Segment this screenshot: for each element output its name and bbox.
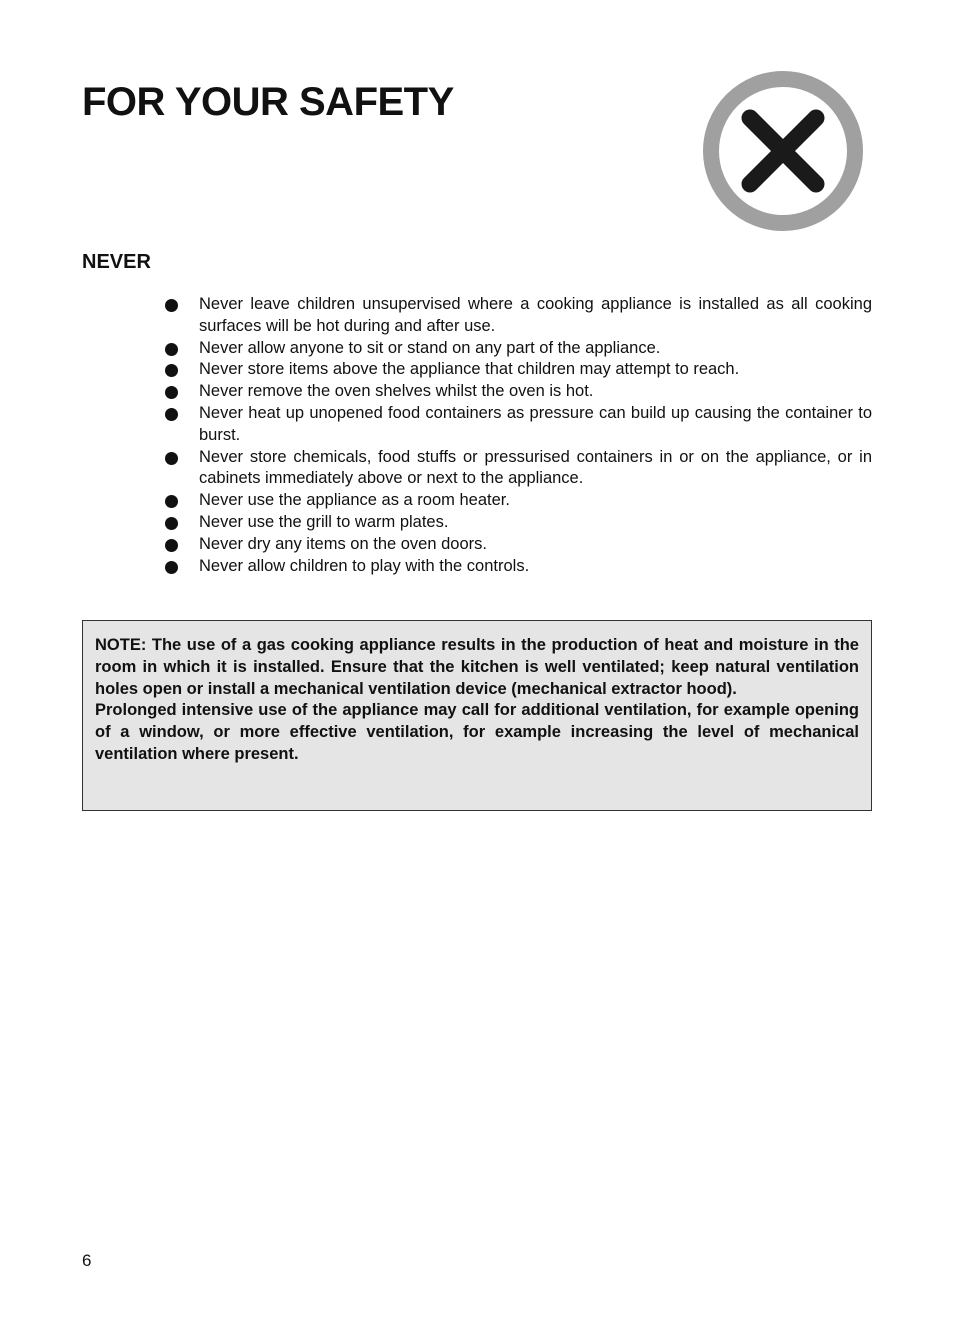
list-item bbox=[165, 359, 872, 381]
list-item bbox=[165, 294, 872, 338]
bullet-icon bbox=[165, 561, 178, 574]
bullet-icon bbox=[165, 343, 178, 356]
list-item-text: Never use the appliance as a room heater. bbox=[199, 491, 510, 510]
bullet-icon bbox=[165, 517, 178, 530]
list-item bbox=[165, 403, 872, 447]
list-item-text: Never allow children to play with the controls. bbox=[199, 556, 530, 575]
list-item-text: Never leave children unsupervised where a cooking appliance is installed as all cooking surfaces will be hot during and after use. bbox=[199, 295, 872, 335]
list-item-text: Never use the grill to warm plates. bbox=[199, 512, 449, 531]
page-number: 6 bbox=[82, 1251, 92, 1270]
list-item-text: Never heat up unopened food containers as pressure can build up causing the container to burst. bbox=[199, 403, 872, 444]
bullet-icon bbox=[165, 299, 178, 312]
bullet-icon bbox=[165, 364, 178, 377]
section-heading-never: NEVER bbox=[82, 251, 151, 273]
list-item-text: Never store chemicals, food stuffs or pressurised containers in or on the appliance, or in cabinets immediately above or next to the appliance. bbox=[199, 447, 872, 488]
list-item-text: Never remove the oven shelves whilst the oven is hot. bbox=[199, 382, 594, 401]
list-item bbox=[165, 534, 872, 556]
list-item-text: Never dry any items on the oven doors. bbox=[199, 534, 487, 553]
list-item-text: Never store items above the appliance that children may attempt to reach. bbox=[199, 360, 740, 379]
bullet-icon bbox=[165, 539, 178, 552]
list-item bbox=[165, 490, 872, 512]
ventilation-note-box bbox=[82, 620, 872, 811]
page-title: FOR YOUR SAFETY bbox=[82, 80, 454, 124]
list-item bbox=[165, 338, 872, 360]
note-paragraph: NOTE: The use of a gas cooking appliance results in the production of heat and moisture in the room in which it is installed. Ensure that the kitchen is well ventilated; keep natural ventilation holes open or install a mechanical ventilation device (mechanical extractor hood). bbox=[95, 636, 859, 698]
list-item bbox=[165, 381, 872, 403]
list-item-text: Never allow anyone to sit or stand on any part of the appliance. bbox=[199, 338, 661, 357]
never-list bbox=[165, 294, 872, 577]
list-item bbox=[165, 512, 872, 534]
list-item bbox=[165, 447, 872, 491]
bullet-icon bbox=[165, 495, 178, 508]
bullet-icon bbox=[165, 452, 178, 465]
prohibition-cross-icon bbox=[700, 68, 866, 234]
note-paragraph: Prolonged intensive use of the appliance may call for additional ventilation, for example opening of a window, or more effective ventilation, for example increasing the level of mechanical ventilation where present. bbox=[95, 701, 859, 763]
bullet-icon bbox=[165, 408, 178, 421]
list-item bbox=[165, 556, 872, 578]
bullet-icon bbox=[165, 386, 178, 399]
